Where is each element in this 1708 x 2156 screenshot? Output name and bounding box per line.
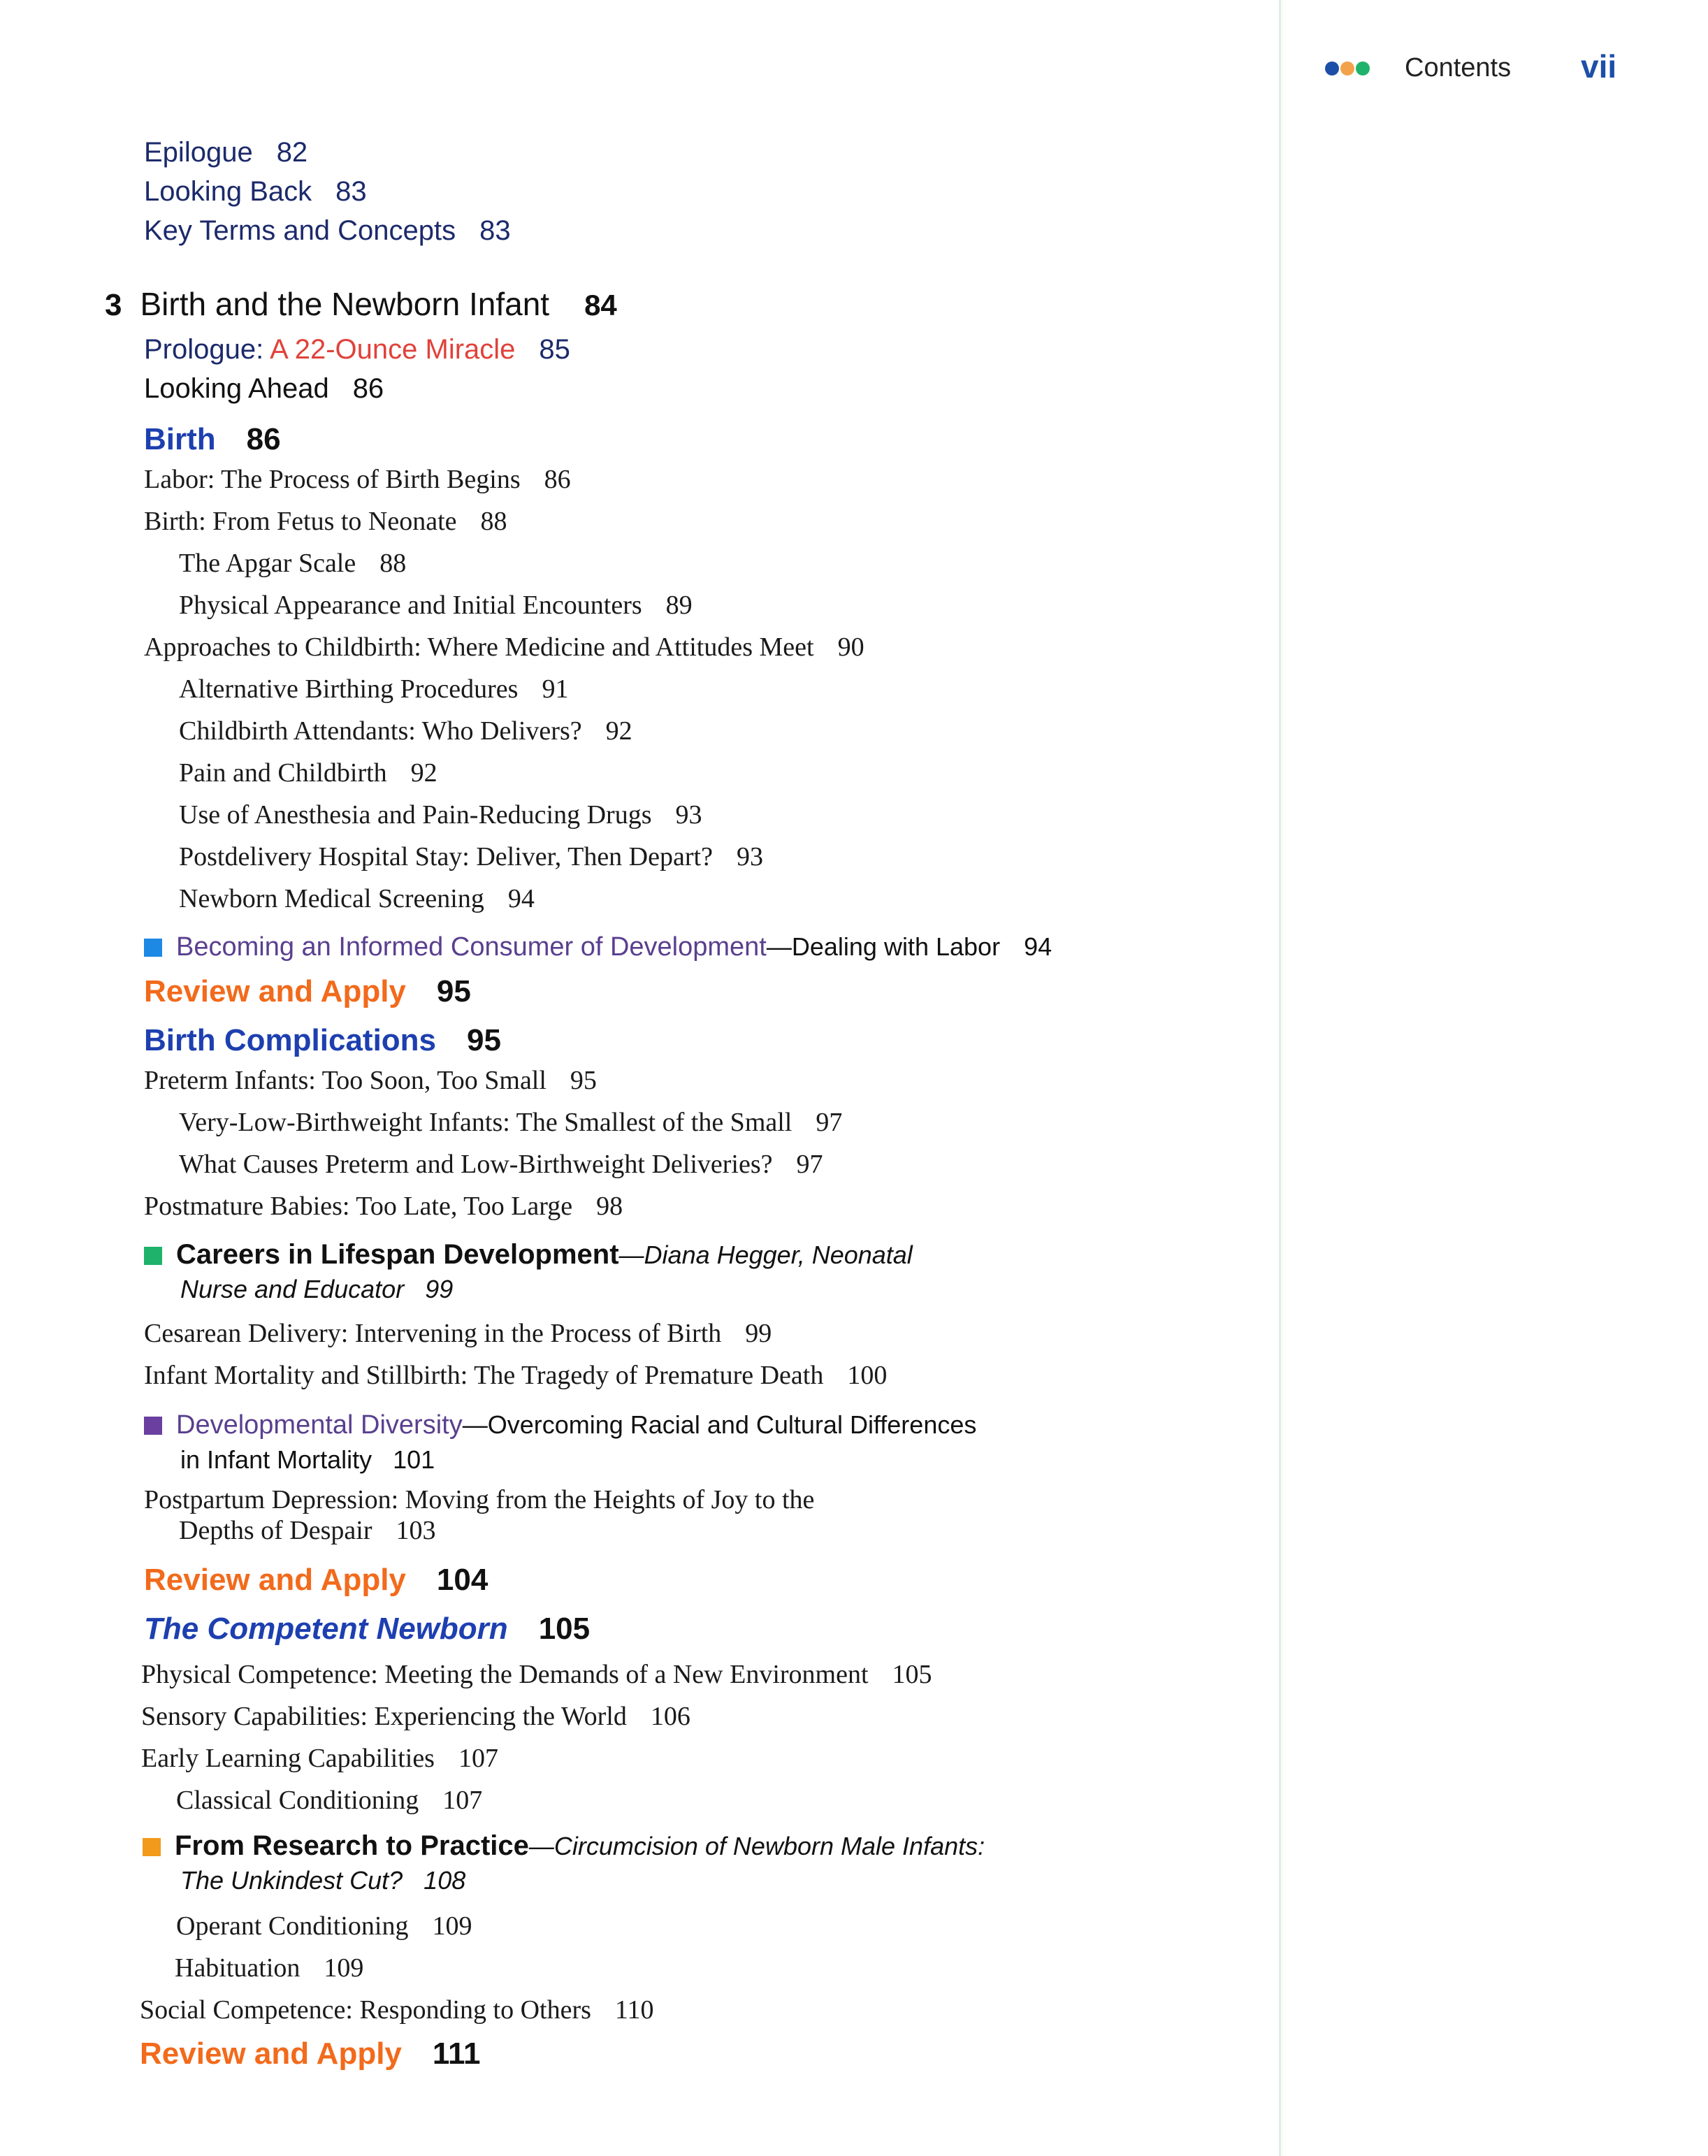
toc-entry-title: Preterm Infants: Too Soon, Too Small (144, 1066, 547, 1095)
toc-entry-page: 90 (837, 632, 864, 662)
toc-entry-title: Looking Back (144, 176, 312, 207)
toc-entry-title: Labor: The Process of Birth Begins (144, 465, 521, 494)
review-label: Review and Apply (144, 974, 406, 1008)
feature-separator: — (528, 1832, 554, 1860)
feature-developmental-diversity-line2[interactable] (180, 1442, 435, 1477)
feature-topic: Dealing with Labor (791, 932, 1001, 961)
toc-entry-title: Early Learning Capabilities (141, 1744, 435, 1773)
feature-separator: — (618, 1240, 644, 1269)
header-dot-1 (1325, 62, 1339, 75)
section-page: 95 (467, 1023, 501, 1057)
prologue-label: Prologue: (144, 334, 264, 365)
toc-entry-title: Classical Conditioning (176, 1786, 419, 1815)
toc-entry-title: Key Terms and Concepts (144, 215, 456, 246)
toc-entry[interactable] (144, 464, 571, 495)
chapter-heading[interactable] (105, 285, 617, 323)
toc-entry-postpartum-line2[interactable] (179, 1515, 435, 1546)
toc-entry-page: 88 (480, 507, 507, 536)
toc-entry-title: Looking Ahead (144, 373, 329, 404)
toc-entry-title: Social Competence: Responding to Others (140, 1995, 591, 2025)
toc-entry-title: Alternative Birthing Procedures (179, 674, 519, 704)
toc-subentry[interactable] (179, 674, 568, 704)
toc-entry-page: 107 (442, 1786, 483, 1815)
feature-research-to-practice[interactable] (143, 1828, 985, 1864)
toc-entry-page: 109 (432, 1911, 472, 1941)
feature-page: 99 (425, 1275, 454, 1303)
toc-subentry[interactable] (176, 1785, 482, 1816)
toc-entry-page: 109 (324, 1953, 364, 1983)
toc-entry-title: Use of Anesthesia and Pain-Reducing Drugs (179, 800, 652, 830)
feature-developmental-diversity[interactable] (144, 1408, 976, 1442)
toc-entry-page: 83 (335, 176, 367, 207)
page-gutter-rule (1279, 0, 1281, 2156)
toc-entry-title: Physical Competence: Meeting the Demands of a New Environment (141, 1660, 869, 1689)
toc-entry-title: Infant Mortality and Stillbirth: The Tragedy of Premature Death (144, 1361, 824, 1390)
feature-informed-consumer[interactable] (144, 929, 1052, 964)
toc-entry[interactable] (141, 1701, 690, 1732)
toc-entry-page: 95 (570, 1066, 597, 1095)
section-title: The Competent Newborn (144, 1612, 508, 1646)
toc-subentry[interactable] (179, 758, 437, 788)
feature-label: Developmental Diversity (176, 1410, 463, 1440)
feature-topic-line2: in Infant Mortality (180, 1445, 372, 1474)
toc-entry-key-terms[interactable] (144, 215, 511, 247)
toc-subentry[interactable] (179, 1107, 842, 1138)
review-label: Review and Apply (144, 1563, 406, 1597)
feature-square-icon (144, 939, 162, 957)
toc-entry-title: Postmature Babies: Too Late, Too Large (144, 1192, 573, 1221)
toc-entry-looking-ahead[interactable] (144, 373, 384, 405)
toc-entry[interactable] (144, 1065, 597, 1096)
review-page: 111 (432, 2036, 481, 2071)
page-number: vii (1581, 48, 1617, 85)
feature-square-icon (144, 1417, 162, 1435)
toc-entry-page: 103 (396, 1516, 436, 1545)
feature-careers-line2[interactable] (180, 1272, 453, 1307)
feature-separator: — (462, 1410, 488, 1439)
section-heading-birth[interactable] (144, 422, 281, 457)
feature-page: 108 (424, 1866, 466, 1895)
feature-topic-line2: Nurse and Educator (180, 1275, 405, 1303)
feature-topic-line1: Circumcision of Newborn Male Infants: (553, 1832, 985, 1860)
toc-entry-page: 105 (892, 1660, 932, 1689)
feature-page: 101 (393, 1445, 435, 1474)
feature-label: Becoming an Informed Consumer of Development (176, 932, 767, 962)
toc-entry-page: 88 (379, 549, 407, 578)
toc-entry[interactable] (141, 1743, 498, 1774)
toc-entry[interactable] (144, 632, 864, 663)
feature-topic-line1: Diana Hegger, Neonatal (644, 1240, 913, 1269)
toc-entry-title: What Causes Preterm and Low-Birthweight Deliveries? (179, 1150, 773, 1179)
toc-entry-page: 93 (675, 800, 702, 830)
toc-entry-title: Physical Appearance and Initial Encounters (179, 591, 642, 620)
section-heading-competent-newborn[interactable] (144, 1612, 590, 1647)
header-dots-icon (1325, 62, 1371, 80)
toc-subentry[interactable] (179, 716, 632, 746)
toc-entry-page: 85 (539, 334, 570, 365)
toc-entry-page: 89 (665, 591, 693, 620)
toc-entry-title: Newborn Medical Screening (179, 884, 484, 913)
section-page: 86 (246, 422, 281, 456)
toc-entry-page: 92 (605, 716, 632, 746)
toc-entry-prologue[interactable] (144, 334, 570, 366)
toc-entry-page: 94 (507, 884, 535, 913)
toc-entry-title: Very-Low-Birthweight Infants: The Smallest of the Small (179, 1108, 793, 1137)
header-dot-3 (1356, 62, 1370, 75)
review-page: 95 (436, 974, 471, 1008)
toc-subentry[interactable] (176, 1911, 472, 1941)
toc-entry-epilogue[interactable] (144, 137, 307, 168)
toc-entry[interactable] (140, 1995, 653, 2025)
feature-page: 94 (1024, 932, 1052, 961)
toc-entry-title: Birth: From Fetus to Neonate (144, 507, 457, 536)
section-page: 105 (538, 1612, 591, 1646)
toc-entry-title: Postdelivery Hospital Stay: Deliver, Then Depart? (179, 842, 713, 871)
feature-separator: — (766, 932, 792, 961)
toc-entry-page: 86 (544, 465, 571, 494)
toc-entry-page: 110 (614, 1995, 654, 2025)
toc-entry-title: Epilogue (144, 137, 253, 168)
toc-entry-page: 86 (352, 373, 384, 404)
feature-careers[interactable] (144, 1237, 913, 1273)
feature-research-to-practice-line2[interactable] (180, 1863, 465, 1898)
toc-entry-title: Sensory Capabilities: Experiencing the World (141, 1702, 627, 1731)
review-and-apply-3[interactable] (140, 2036, 480, 2071)
chapter-title: Birth and the Newborn Infant (140, 286, 550, 322)
toc-entry-title: Pain and Childbirth (179, 758, 387, 788)
toc-subentry[interactable] (179, 590, 693, 621)
toc-entry[interactable] (144, 506, 507, 537)
toc-entry-looking-back[interactable] (144, 176, 367, 208)
toc-entry-title: Habituation (175, 1953, 301, 1983)
toc-entry-page: 106 (650, 1702, 690, 1731)
toc-entry-title: Approaches to Childbirth: Where Medicine and Attitudes Meet (144, 632, 814, 662)
toc-subentry[interactable] (175, 1953, 363, 1983)
review-page: 104 (436, 1563, 488, 1597)
toc-entry[interactable] (144, 1191, 623, 1222)
running-header-title: Contents (1405, 53, 1512, 82)
toc-entry-page: 98 (596, 1192, 623, 1221)
feature-square-icon (144, 1247, 162, 1265)
section-title: Birth (144, 422, 216, 456)
toc-entry[interactable] (144, 1318, 772, 1349)
toc-entry-page: 107 (458, 1744, 498, 1773)
header-dot-2 (1340, 62, 1354, 75)
toc-entry-title: Cesarean Delivery: Intervening in the Process of Birth (144, 1319, 722, 1348)
toc-subentry[interactable] (179, 883, 535, 914)
toc-entry-title: The Apgar Scale (179, 549, 356, 578)
feature-topic-line1: Overcoming Racial and Cultural Differences (487, 1410, 977, 1439)
toc-entry[interactable] (141, 1659, 932, 1690)
toc-entry-title-line2: Depths of Despair (179, 1516, 372, 1545)
toc-entry-title: Operant Conditioning (176, 1911, 409, 1941)
toc-entry-postpartum[interactable] (144, 1484, 814, 1515)
toc-entry-page: 97 (796, 1150, 823, 1179)
feature-label: Careers in Lifespan Development (176, 1239, 619, 1270)
chapter-number: 3 (105, 288, 122, 322)
toc-subentry[interactable] (179, 841, 763, 872)
review-label: Review and Apply (140, 2036, 402, 2071)
review-and-apply-1[interactable] (144, 974, 471, 1009)
toc-entry-page: 93 (736, 842, 763, 871)
toc-entry-page: 92 (410, 758, 437, 788)
toc-entry-page: 82 (276, 137, 308, 168)
feature-topic-line2: The Unkindest Cut? (180, 1866, 403, 1895)
toc-subentry[interactable] (179, 1149, 823, 1180)
toc-entry-title-line1: Postpartum Depression: Moving from the Heights of Joy to the (144, 1485, 815, 1514)
toc-entry-page: 97 (816, 1108, 843, 1137)
toc-entry[interactable] (144, 1360, 887, 1391)
toc-entry-title: Childbirth Attendants: Who Delivers? (179, 716, 582, 746)
chapter-page: 84 (584, 289, 617, 321)
section-heading-birth-complications[interactable] (144, 1023, 501, 1058)
feature-label: From Research to Practice (175, 1830, 529, 1861)
toc-entry-page: 91 (542, 674, 569, 704)
toc-entry-page: 100 (847, 1361, 888, 1390)
feature-square-icon (143, 1838, 161, 1856)
review-and-apply-2[interactable] (144, 1563, 488, 1598)
section-title: Birth Complications (144, 1023, 437, 1057)
toc-subentry[interactable] (179, 548, 406, 579)
toc-entry-page: 83 (479, 215, 511, 246)
toc-subentry[interactable] (179, 800, 702, 830)
prologue-title: A 22-Ounce Miracle (270, 334, 516, 365)
toc-entry-page: 99 (745, 1319, 772, 1348)
